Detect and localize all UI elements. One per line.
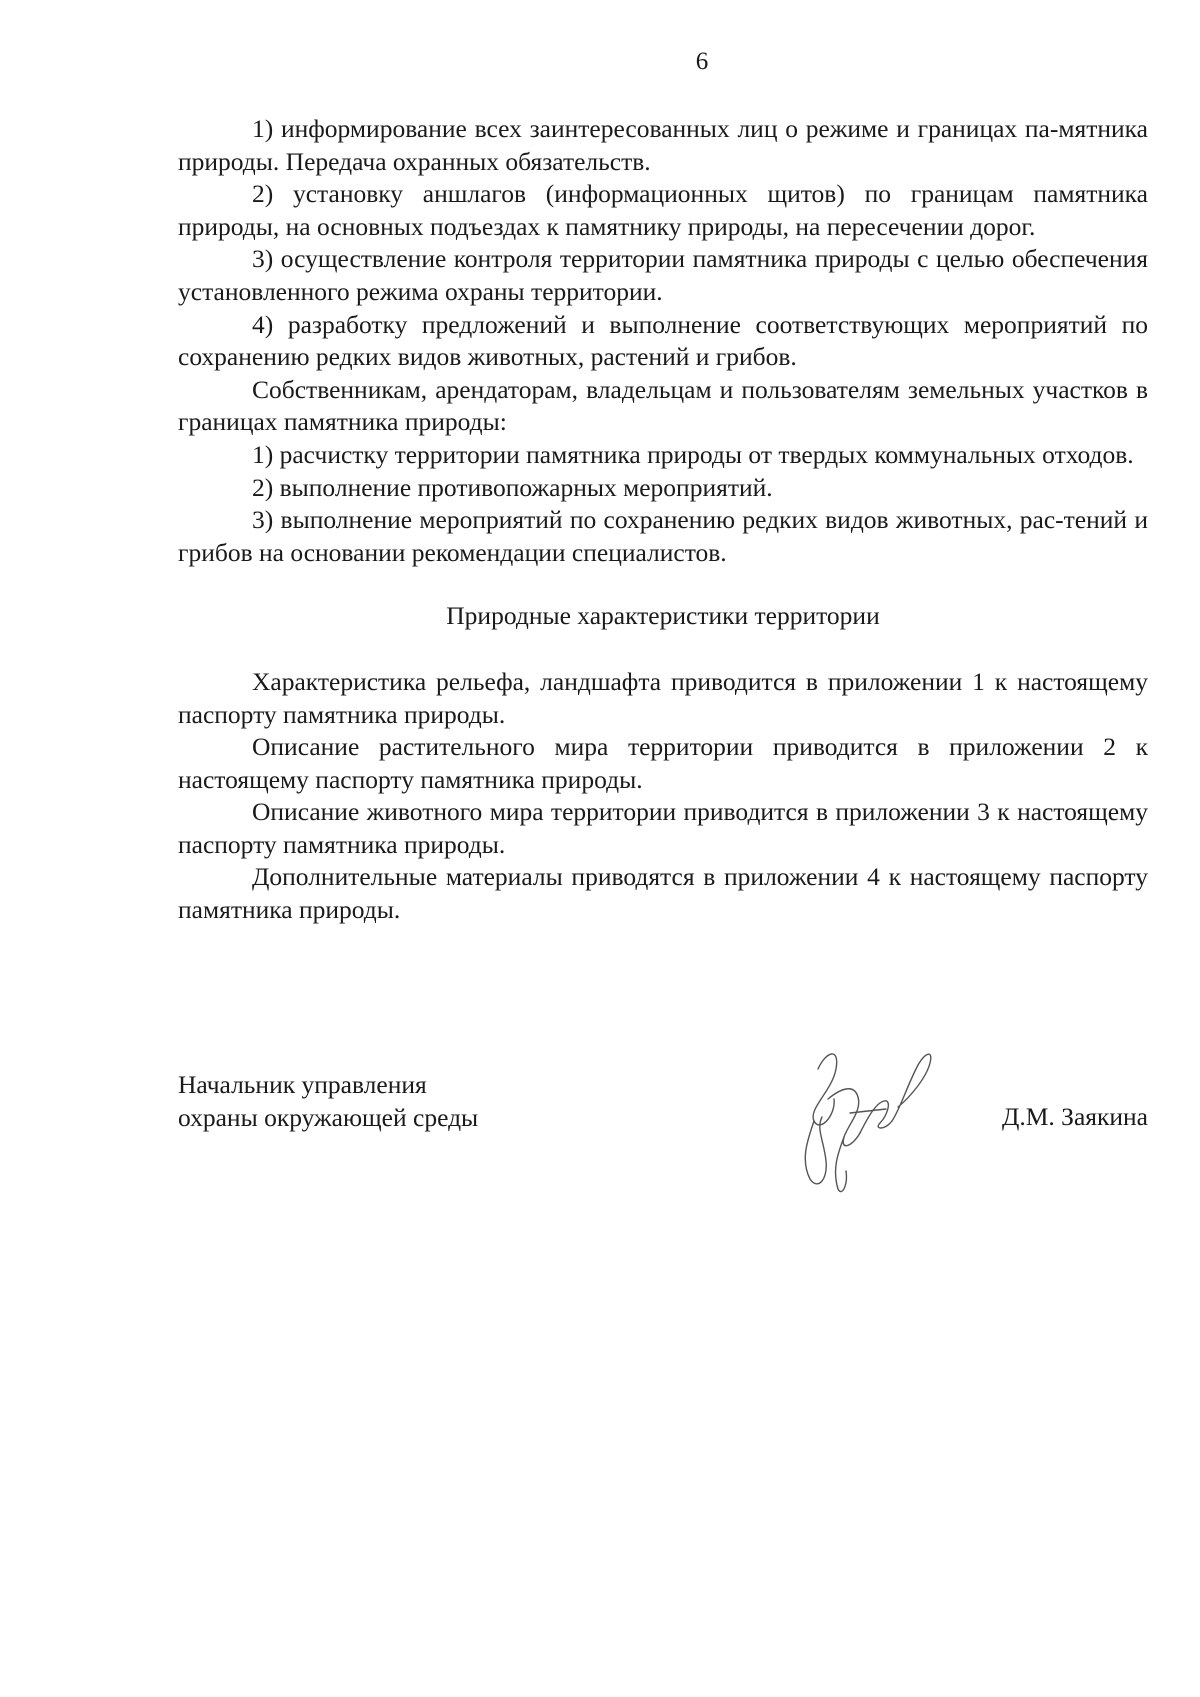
paragraph: 3) выполнение мероприятий по сохранению редких видов животных, рас-тений и грибов на основании рекомендации специалистов. bbox=[178, 505, 1148, 567]
signer-position-line-1: Начальник управления bbox=[178, 1070, 427, 1099]
signature-block bbox=[178, 1069, 1148, 1219]
handwritten-signature bbox=[788, 1029, 948, 1199]
paragraph: 1) информирование всех заинтересованных лиц о режиме и границах па-мятника природы. Передача охранных обязательств. bbox=[178, 114, 1148, 176]
paragraph: Собственникам, арендаторам, владельцам и пользователям земельных участков в границах памятника природы: bbox=[178, 374, 1148, 437]
signer-position bbox=[178, 1069, 478, 1134]
paragraph: 2) установку аншлагов (информационных щитов) по границам памятника природы, на основных подъездах к памятнику природы, на пересечении дорог. bbox=[178, 179, 1148, 241]
document-body bbox=[178, 113, 1148, 927]
paragraph: 2) выполнение противопожарных мероприятий. bbox=[252, 472, 773, 502]
paragraph: 4) разработку предложений и выполнение соответствующих мероприятий по сохранению редких видов животных, растений и грибов. bbox=[178, 309, 1148, 372]
paragraph: 3) осуществление контроля территории памятника природы с целью обеспечения установленного режима охраны территории. bbox=[178, 244, 1148, 306]
section-heading: Природные характеристики территории bbox=[446, 601, 880, 631]
page-number: 6 bbox=[695, 48, 709, 75]
signer-name: Д.М. Заякина bbox=[1001, 1102, 1148, 1131]
paragraph: Характеристика рельефа, ландшафта приводится в приложении 1 к настоящему паспорту памятника природы. bbox=[178, 666, 1148, 729]
paragraph: 1) расчистку территории памятника природы от твердых коммунальных отходов. bbox=[252, 439, 1134, 469]
paragraph: Описание растительного мира территории приводится в приложении 2 к настоящему паспорту памятника природы. bbox=[178, 732, 1148, 794]
paragraph: Описание животного мира территории приводится в приложении 3 к настоящему паспорту памятника природы. bbox=[178, 797, 1148, 859]
paragraph: Дополнительные материалы приводятся в приложении 4 к настоящему паспорту памятника природы. bbox=[178, 862, 1148, 925]
signer-position-line-2: охраны окружающей среды bbox=[178, 1102, 479, 1132]
